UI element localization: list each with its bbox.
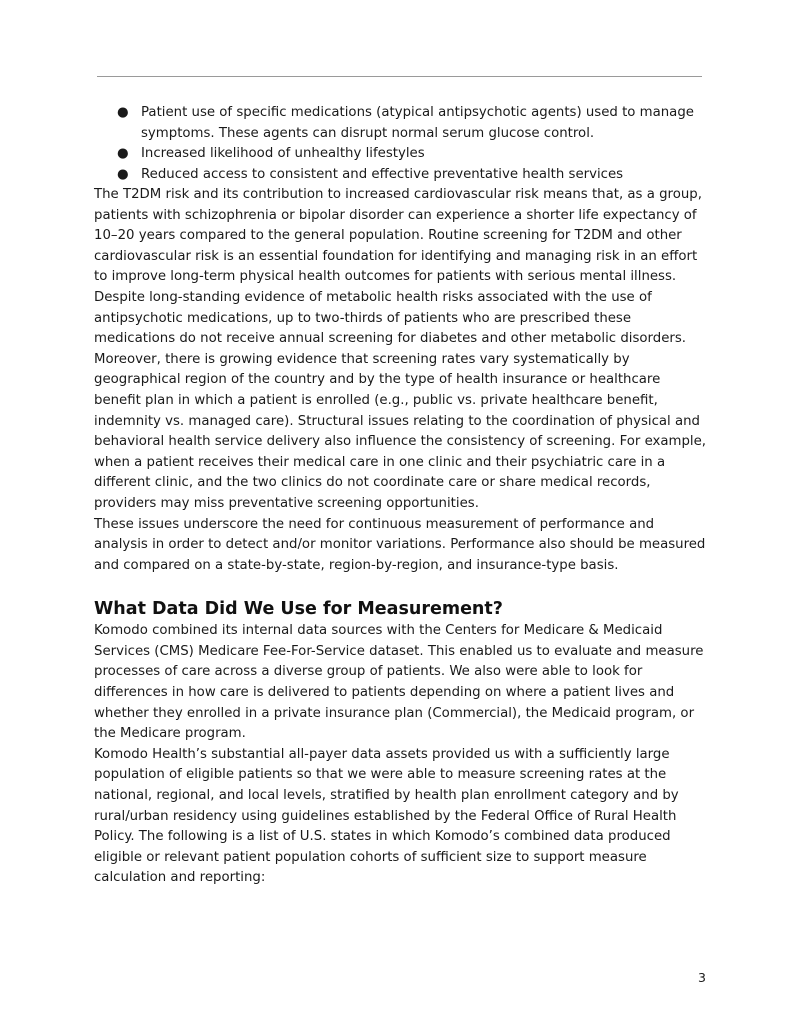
list-item (94, 144, 708, 165)
bullet-icon: ● (117, 166, 129, 182)
list-item-text: Patient use of specific medications (atypical antipsychotic agents) used to manage symptoms. These agents can disrupt normal serum glucose control. (141, 105, 694, 141)
list-item (94, 165, 708, 186)
section-heading: What Data Did We Use for Measurement? (94, 599, 503, 620)
list-item-text: Increased likelihood of unhealthy lifestyles (141, 146, 425, 161)
paragraph-all-payer-data: Komodo Health’s substantial all-payer data assets provided us with a sufficiently large population of eligible patients so that we were able to measure screening rates at the national, regional, and local levels, stratified by health plan enrollment category and by rural/urban residency using guidelines established by the Federal Office of Rural Health Policy. The following is a list of U.S. states in which Komodo’s combined data produced eligible or relevant patient population cohorts of sufficient size to support measure calculation and reporting: (94, 746, 679, 886)
page-number: 3 (698, 970, 706, 985)
paragraph-data-sources: Komodo combined its internal data sources with the Centers for Medicare & Medicaid Services (CMS) Medicare Fee-For-Service dataset. This enabled us to evaluate and measure processes of care across a diverse group of patients. We also were able to look for differences in how care is delivered to patients depending on where a patient lives and whether they enrolled in a private insurance plan (Commercial), the Medicaid program, or the Medicare program. (94, 623, 704, 742)
paragraph-continuous-measurement: These issues underscore the need for continuous measurement of performance and analysis in order to detect and/or monitor variations. Performance also should be measured and compared on a state-by-state, region-by-region, and insurance-type basis. (94, 516, 706, 573)
bullet-icon: ● (117, 146, 129, 161)
bullet-icon: ● (117, 105, 129, 120)
page-content (94, 103, 708, 889)
list-item (94, 103, 708, 144)
header-divider (97, 76, 702, 77)
paragraph-screening-evidence: Despite long-standing evidence of metabolic health risks associated with the use of antipsychotic medications, up to two-thirds of patients who are prescribed these medications do not receive annual screening for diabetes and other metabolic disorders. Moreover, there is growing evidence that screening rates vary systematically by geographical region of the country and by the type of health insurance or healthcare benefit plan in which a patient is enrolled (e.g., public vs. private healthcare benefit, indemnity vs. managed care). Structural issues relating to the coordination of physical and behavioral health service delivery also influence the consistency of screening. For example, when a patient receives their medical care in one clinic and their psychiatric care in a different clinic, and the two clinics do not coordinate care or share medical records, providers may miss preventative screening opportunities. (94, 289, 707, 511)
paragraph-t2dm-risk: The T2DM risk and its contribution to increased cardiovascular risk means that, as a group, patients with schizophrenia or bipolar disorder can experience a shorter life expectancy of 10–20 years compared to the general population. Routine screening for T2DM and other cardiovascular risk is an essential foundation for identifying and managing risk in an effort to improve long-term physical health outcomes for patients with serious mental illness. (94, 187, 702, 285)
risk-factor-list (94, 103, 708, 185)
list-item-text: Reduced access to consistent and effective preventative health services (141, 166, 624, 182)
